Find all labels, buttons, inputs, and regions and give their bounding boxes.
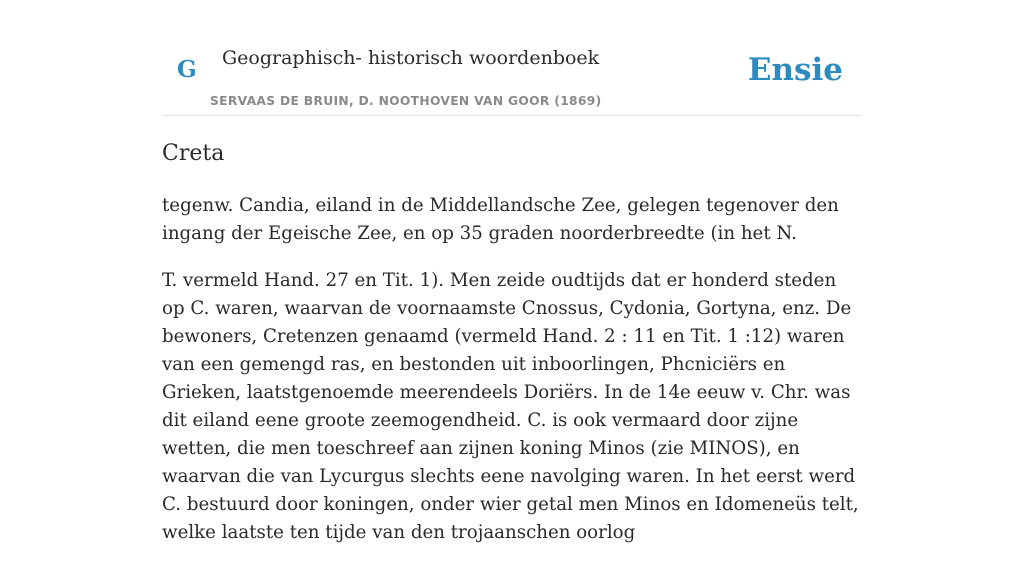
header [162,0,862,116]
entry-paragraph: T. vermeld Hand. 27 en Tit. 1). Men zeide oudtijds dat er honderd steden op C. waren, waarvan de voornaamste Cnossus, Cydonia, Gortyna, enz. De bewoners, Cretenzen genaamd (vermeld Hand. 2 : 11 en Tit. 1 :12) waren van een gemengd ras, en bestonden uit inboorlingen, Phcniciërs en Grieken, laatstgenoemde meerendeels Doriërs. In de 14e eeuw v. Chr. was dit eiland eene groote zeemogendheid. C. is ook vermaard door zijne wetten, die men toeschreef aan zijnen koning Minos (zie MINOS), en waarvan die van Lycurgus slechts eene navolging waren. In het eerst werd C. bestuurd door koningen, onder wier getal men Minos en Idomeneüs telt, welke laatste ten tijde van den trojaanschen oorlog [162,270,859,543]
book-author: SERVAAS DE BRUIN, D. NOOTHOVEN VAN GOOR (1869) [210,94,602,108]
entry-title: Creta [162,141,225,166]
book-title[interactable]: Geographisch- historisch woordenboek [222,47,600,69]
entry-body [162,192,862,566]
entry-paragraph: tegenw. Candia, eiland in de Middellandsche Zee, gelegen tegenover den ingang der Egeische Zee, en op 35 graden noorderbreedte (in het N. [162,195,839,244]
ensie-logo[interactable]: Ensie [747,52,843,88]
page [162,0,862,543]
book-logo-letter[interactable]: G [177,56,197,83]
